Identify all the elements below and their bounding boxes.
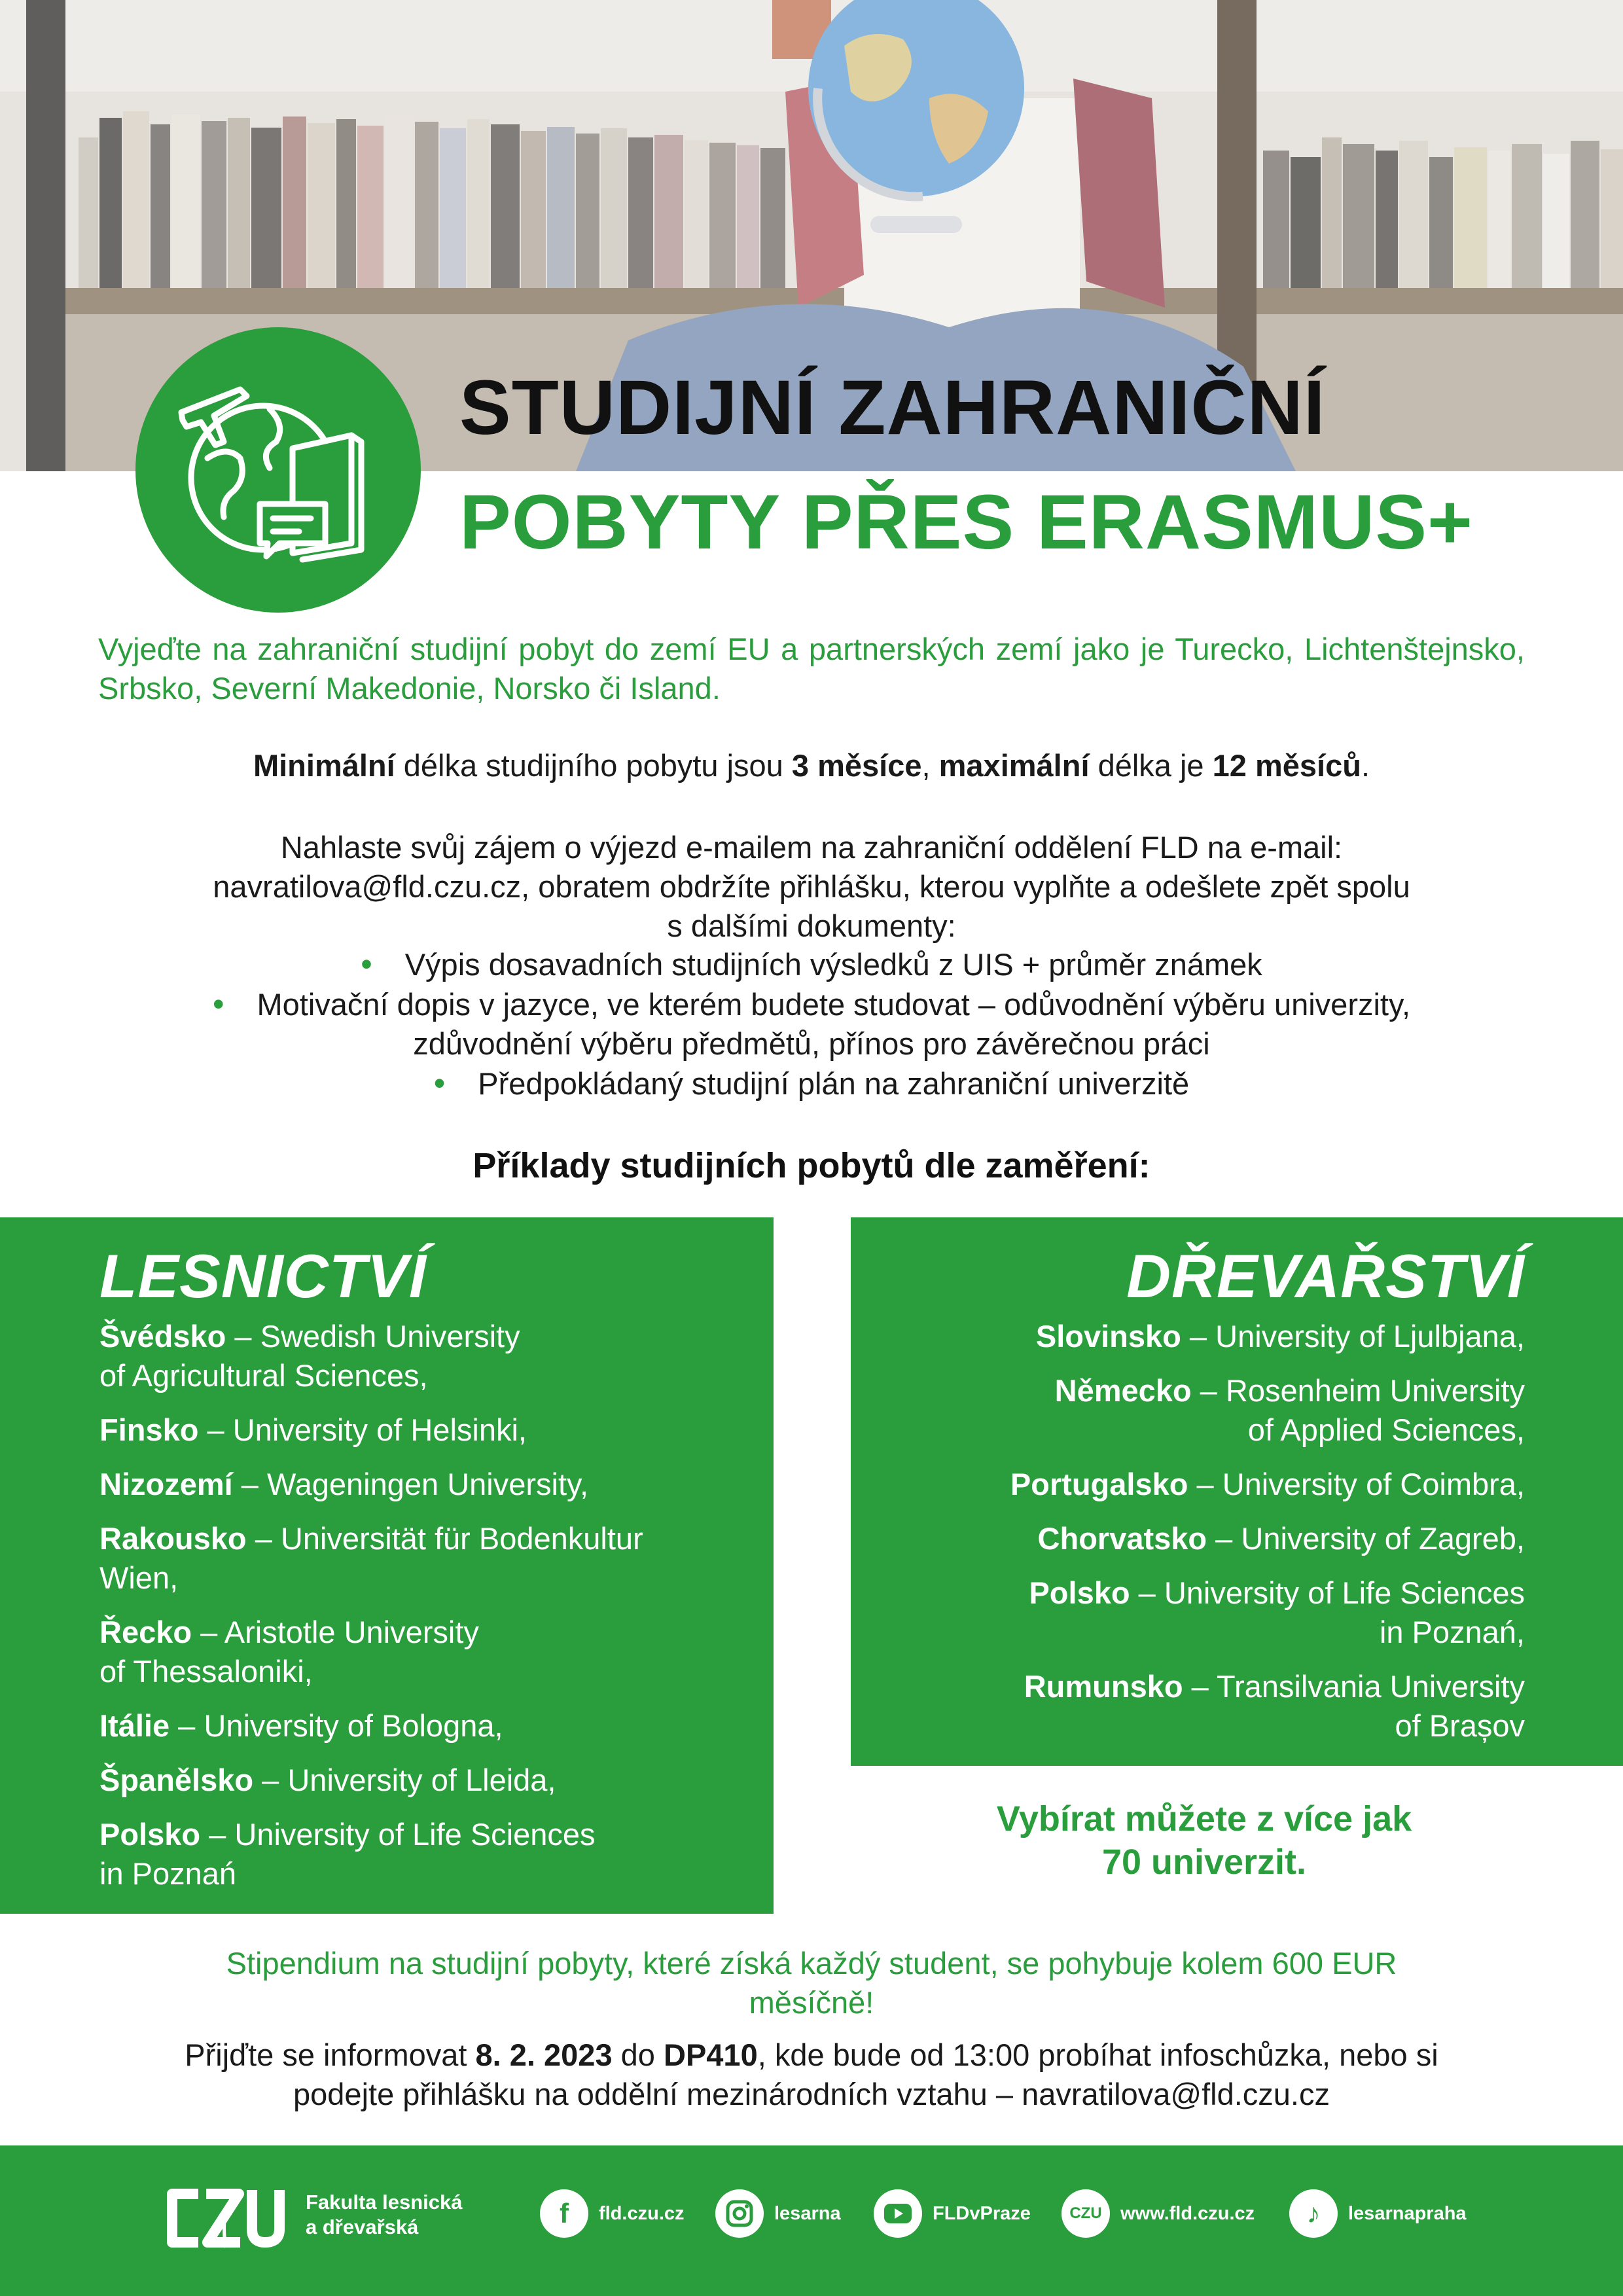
info-text-3: , kde bude od 13:00 probíhat infoschůzka, nebo si [757,2037,1438,2072]
university-item [99,1613,754,1691]
page-title-line-2: POBYTY PŘES ERASMUS+ [459,479,1473,565]
duration-min-label: Minimální [253,748,395,783]
university-item [870,1465,1525,1504]
forestry-box [0,1217,774,1914]
country-name: Německo [1054,1373,1192,1408]
university-item [870,1317,1525,1356]
university-name-cont: of Applied Sciences, [1247,1412,1525,1447]
country-name: Finsko [99,1412,199,1447]
university-item [99,1410,754,1450]
university-name-cont: of Brașov [1395,1708,1525,1743]
info-text-2: do [612,2037,664,2072]
duration-max-label: maximální [938,748,1090,783]
wood-box [851,1217,1623,1766]
document-item-line-1: Předpokládaný studijní plán na zahraniční univerzitě [478,1066,1190,1101]
wood-title: DŘEVAŘSTVÍ [1126,1242,1525,1310]
country-name: Itálie [99,1708,170,1743]
info-line-2: podejte přihlášku na oddělní mezinárodních vztahu – navratilova@fld.czu.cz [293,2077,1330,2111]
info-date: 8. 2. 2023 [475,2037,613,2072]
faculty-name [306,2190,463,2240]
university-item [870,1667,1525,1746]
university-name: Wageningen University, [266,1467,589,1501]
social-label: www.fld.czu.cz [1120,2202,1255,2224]
country-name: Chorvatsko [1037,1521,1207,1556]
university-name-cont: Wien, [99,1560,179,1595]
duration-max-value: 12 měsíců [1212,748,1361,783]
separator: – [169,1708,204,1743]
separator: – [200,1817,235,1852]
separator: – [1183,1669,1217,1704]
document-item-line-2: zdůvodnění výběru předmětů, přínos pro závěrečnou práci [413,1026,1210,1061]
country-name: Rakousko [99,1521,247,1556]
choose-line-1: Vybírat můžete z více jak [996,1799,1412,1839]
university-item [99,1761,754,1800]
university-item [99,1519,754,1598]
separator: – [226,1319,260,1354]
info-text-1: Přijďte se informovat [185,2037,476,2072]
stipend-paragraph [151,1944,1472,2022]
separator: – [1130,1575,1164,1610]
duration-end: . [1361,748,1370,783]
required-documents-list [124,944,1499,1103]
erasmus-emblem [135,327,421,613]
info-meeting-paragraph [111,2036,1512,2114]
country-name: Polsko [1029,1575,1130,1610]
social-instagram-link[interactable] [715,2189,841,2238]
university-item [99,1317,754,1395]
university-name: University of Life Sciences [234,1817,596,1852]
examples-heading: Příklady studijních pobytů dle zaměření: [473,1146,1150,1185]
university-name: University of Ljulbjana, [1215,1319,1525,1354]
forestry-university-list [99,1317,754,1909]
university-item [99,1706,754,1746]
university-name-cont: of Agricultural Sciences, [99,1358,428,1393]
university-name: University of Helsinki, [232,1412,527,1447]
contact-line-2: navratilova@fld.czu.cz, obratem obdržíte přihlášku, kterou vyplňte a odešlete zpět spolu [213,869,1410,904]
social-label: lesarnapraha [1348,2202,1467,2224]
university-name-cont: in Poznań [99,1856,237,1891]
faculty-line-2: a dřevařská [306,2215,419,2238]
stipend-line-1: Stipendium na studijní pobyty, které získá každý student, se pohybuje kolem 600 EUR [226,1946,1397,1981]
social-tiktok-link[interactable] [1289,2189,1467,2238]
stipend-line-2: měsíčně! [749,1985,874,2020]
footer [0,2145,1623,2296]
university-item [99,1465,754,1504]
social-label: lesarna [774,2202,841,2224]
info-room: DP410 [664,2037,758,2072]
university-item [870,1573,1525,1652]
separator: – [1207,1521,1241,1556]
document-item [124,944,1499,984]
choose-line-2: 70 univerzit. [1101,1842,1307,1882]
document-item-line-1: Motivační dopis v jazyce, ve kterém budete studovat – odůvodnění výběru univerzity, [257,987,1411,1022]
duration-paragraph [0,747,1623,783]
university-item [99,1815,754,1893]
university-name: Transilvania University [1216,1669,1525,1704]
instagram-icon [715,2189,764,2238]
bullet-icon: • [361,946,372,982]
separator: – [246,1521,281,1556]
faculty-line-1: Fakulta lesnická [306,2191,463,2214]
social-facebook-link[interactable] [540,2189,685,2238]
separator: – [1181,1319,1216,1354]
country-name: Polsko [99,1817,201,1852]
country-name: Švédsko [99,1319,226,1354]
page-title-line-1: STUDIJNÍ ZAHRANIČNÍ [459,365,1326,451]
university-name: Rosenheim University [1225,1373,1525,1408]
university-name-cont: of Thessaloniki, [99,1654,313,1689]
facebook-icon: f [540,2189,588,2238]
social-web-link[interactable] [1061,2189,1255,2238]
university-name: Universität für Bodenkultur [280,1521,643,1556]
separator: – [253,1763,288,1797]
separator: – [1191,1373,1226,1408]
document-item [124,1064,1499,1103]
czu-web-icon: CZU [1061,2189,1110,2238]
social-youtube-link[interactable] [874,2189,1031,2238]
tiktok-icon: ♪ [1289,2189,1338,2238]
document-item-line-1: Výpis dosavadních studijních výsledků z UIS + průměr známek [404,947,1262,982]
forestry-title: LESNICTVÍ [99,1242,427,1310]
university-name: University of Zagreb, [1241,1521,1525,1556]
bullet-icon: • [433,1065,446,1102]
university-name: Aristotle University [224,1615,479,1649]
university-name: University of Lleida, [287,1763,556,1797]
czu-logo[interactable] [160,2182,291,2254]
university-item [870,1519,1525,1558]
country-name: Nizozemí [99,1467,233,1501]
separator: – [232,1467,267,1501]
university-name: University of Coimbra, [1222,1467,1525,1501]
country-name: Slovinsko [1035,1319,1181,1354]
social-label: FLDvPraze [933,2202,1031,2224]
country-name: Řecko [99,1615,192,1649]
wood-university-list [870,1317,1525,1761]
country-name: Portugalsko [1010,1467,1188,1501]
contact-line-3: s dalšími dokumenty: [667,908,956,943]
youtube-icon [874,2189,922,2238]
duration-min-value: 3 měsíce [791,748,922,783]
social-label: fld.czu.cz [599,2202,685,2224]
university-name: University of Life Sciences [1164,1575,1525,1610]
document-item [124,984,1499,1064]
duration-comma: , [921,748,939,783]
country-name: Španělsko [99,1763,254,1797]
czu-logo-icon [160,2182,291,2254]
choose-callout [903,1797,1505,1884]
university-name-cont: in Poznań, [1379,1615,1525,1649]
intro-paragraph: Vyjeďte na zahraniční studijní pobyt do zemí EU a partnerských zemí jako je Turecko, Lichtenštejnsko, Srbsko, Severní Makedonie, Norsko či Island. [98,632,1525,706]
university-item [870,1371,1525,1450]
duration-text-1: délka studijního pobytu jsou [395,748,792,783]
contact-line-1: Nahlaste svůj zájem o výjezd e-mailem na zahraniční oddělení FLD na e-mail: [280,830,1343,865]
university-name: Swedish University [260,1319,520,1354]
university-name: University of Bologna, [204,1708,503,1743]
separator: – [198,1412,233,1447]
country-name: Rumunsko [1024,1669,1183,1704]
duration-text-2: délka je [1089,748,1213,783]
contact-paragraph [124,828,1499,946]
separator: – [1188,1467,1222,1501]
bullet-icon: • [212,986,224,1022]
separator: – [192,1615,224,1649]
erasmus-travel-emblem-icon [135,327,421,613]
